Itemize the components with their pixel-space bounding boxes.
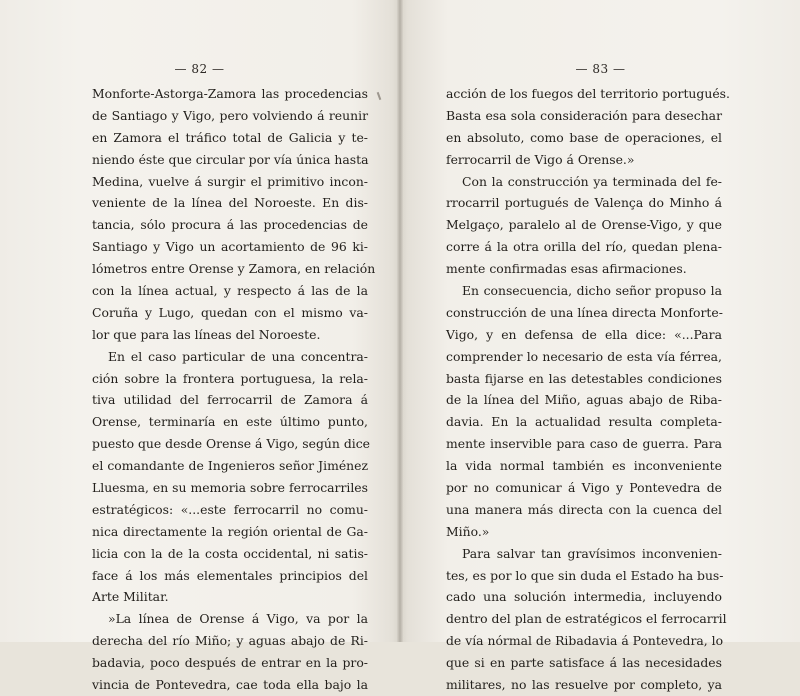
- text-line: Basta esa sola consideración para desechar: [446, 107, 722, 123]
- text-line: lómetros entre Orense y Zamora, en relación: [92, 261, 376, 277]
- text-line: nica directamente la región oriental de Ga-: [92, 523, 368, 539]
- text-line: en absoluto, como base de operaciones, el: [446, 129, 722, 145]
- text-line: rrocarril portugués de Valença do Minho á: [446, 195, 722, 211]
- text-line: una manera más directa con la cuenca del: [446, 501, 722, 517]
- text-line: que si en parte satisface á las necesidades: [446, 655, 722, 671]
- text-line: dentro del plan de estratégicos el ferrocarril: [446, 611, 727, 627]
- text-line: acción de los fuegos del territorio portugués.: [446, 86, 730, 101]
- text-line: ferrocarril de Vigo á Orense.»: [446, 151, 635, 167]
- text-line: licia con la de la costa occidental, ni satis-: [92, 545, 368, 561]
- text-line: Melgaço, paralelo al de Orense-Vigo, y que: [446, 217, 722, 233]
- text-line: Santiago y Vigo un acortamiento de 96 ki-: [92, 239, 368, 255]
- text-line: veniente de la línea del Noroeste. En dis-: [92, 195, 368, 211]
- text-line: de la línea del Miño, aguas abajo de Riba-: [446, 392, 722, 408]
- text-line: corre á la otra orilla del río, quedan plena-: [446, 239, 722, 255]
- text-line: comprender lo necesario de esta vía férrea,: [446, 348, 722, 364]
- text-line: Arte Militar.: [92, 589, 169, 605]
- text-line: construcción de una línea directa Monforte-: [446, 304, 723, 320]
- left-page: [0, 0, 399, 693]
- text-line: vincia de Pontevedra, cae toda ella bajo la: [92, 677, 368, 693]
- text-line: Coruña y Lugo, quedan con el mismo va-: [92, 304, 368, 320]
- margin-mark: [377, 92, 382, 100]
- text-line: Monforte-Astorga-Zamora las procedencias: [92, 86, 368, 101]
- text-line: Medina, vuelve á surgir el primitivo incon-: [92, 173, 368, 189]
- text-line: puesto que desde Orense á Vigo, según dice: [92, 436, 370, 452]
- text-line: por no comunicar á Vigo y Pontevedra de: [446, 480, 722, 496]
- text-line: Vigo, y en defensa de ella dice: «...Para: [446, 326, 722, 342]
- text-line: ción sobre la frontera portuguesa, la rela-: [92, 370, 368, 386]
- text-line: militares, no las resuelve por completo, ya: [446, 677, 722, 693]
- text-line: la vida normal también es inconveniente: [446, 458, 722, 474]
- text-line: mente inservible para caso de guerra. Para: [446, 436, 722, 452]
- text-line: Con la construcción ya terminada del fe-: [462, 173, 722, 189]
- text-line: lor que para las líneas del Noroeste.: [92, 326, 321, 342]
- text-line: tancia, sólo procura á las procedencias de: [92, 217, 368, 233]
- text-line: tes, es por lo que sin duda el Estado ha bus-: [446, 567, 724, 583]
- text-line: Para salvar tan gravísimos inconvenien-: [462, 545, 722, 561]
- left-page-text: [92, 83, 376, 696]
- text-line: de Santiago y Vigo, pero volviendo á reunir: [92, 107, 368, 123]
- text-line: face á los más elementales principios del: [92, 567, 368, 583]
- text-line: el comandante de Ingenieros señor Jiménez: [92, 458, 368, 474]
- text-line: En el caso particular de una concentra-: [108, 348, 368, 364]
- text-line: davia. En la actualidad resulta completa-: [446, 414, 722, 430]
- text-line: Orense, terminaría en este último punto,: [92, 414, 368, 430]
- text-line: niendo éste que circular por vía única hasta: [92, 151, 369, 167]
- text-line: Lluesma, en su memoria sobre ferrocarriles: [92, 480, 368, 496]
- text-line: derecha del río Miño; y aguas abajo de Ri-: [92, 633, 368, 649]
- right-page-number: — 83 —: [575, 62, 626, 76]
- text-line: de vía nórmal de Ribadavia á Pontevedra, lo: [446, 633, 724, 649]
- text-line: cado una solución intermedia, incluyendo: [446, 589, 722, 605]
- text-line: basta fijarse en las detestables condiciones: [446, 370, 722, 386]
- text-line: tiva utilidad del ferrocarril de Zamora á: [92, 392, 368, 408]
- text-line: con la línea actual, y respecto á las de la: [92, 283, 368, 299]
- text-line: Miño.»: [446, 523, 490, 539]
- text-line: estratégicos: «...este ferrocarril no comu-: [92, 501, 368, 517]
- text-line: badavia, poco después de entrar en la pro-: [92, 655, 368, 671]
- text-line: en Zamora el tráfico total de Galicia y te-: [92, 129, 368, 145]
- right-page-text: [446, 83, 730, 696]
- text-line: mente confirmadas esas afirmaciones.: [446, 261, 687, 277]
- text-line: En consecuencia, dicho señor propuso la: [462, 283, 722, 299]
- right-page: [401, 0, 800, 693]
- text-line: »La línea de Orense á Vigo, va por la: [108, 611, 368, 627]
- left-page-number: — 82 —: [174, 62, 225, 76]
